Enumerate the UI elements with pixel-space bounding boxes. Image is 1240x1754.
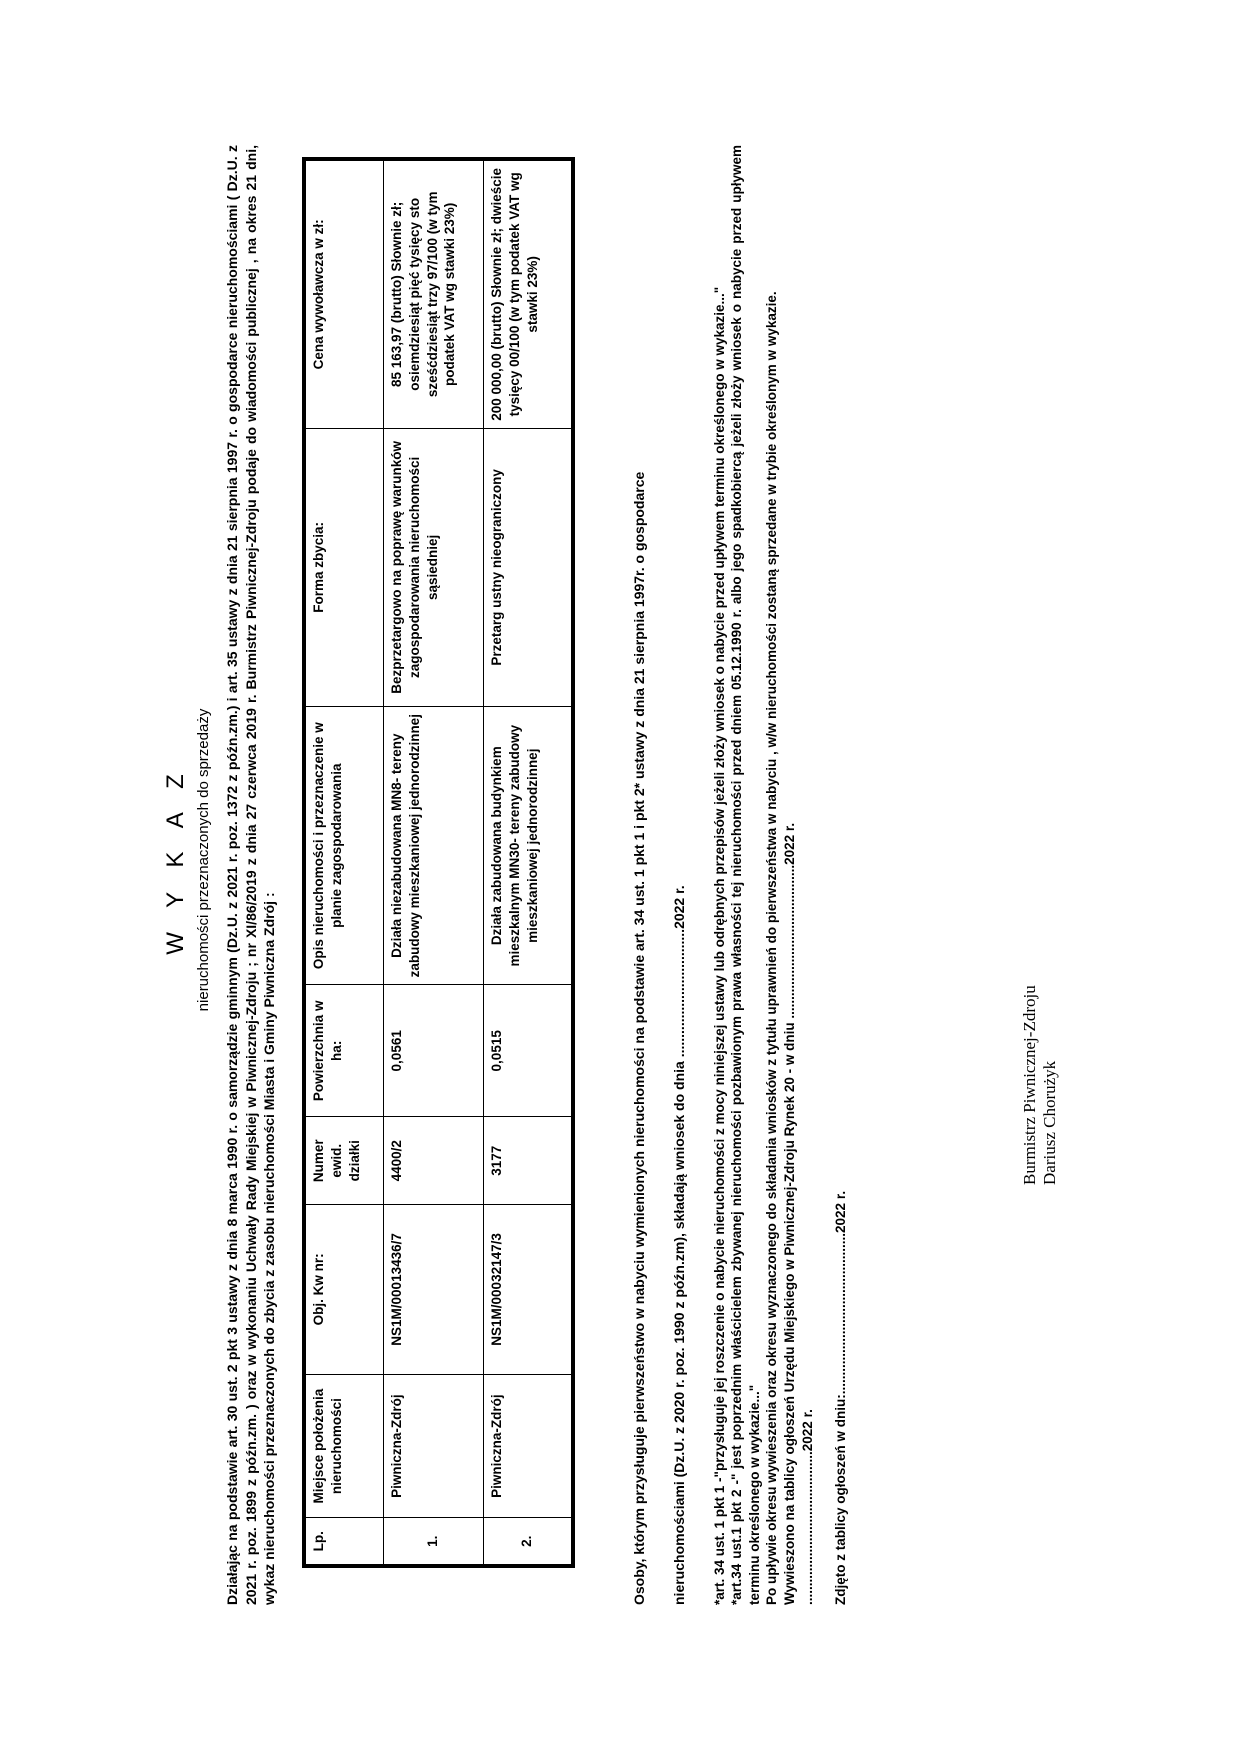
- cell-parcel-number: 4400/2: [383, 1117, 483, 1205]
- note-art34-pkt1: *art. 34 ust. 1 pkt 1 -"przysługuje jej roszczenie o nabycie nieruchomości z mocy niniejszej ustawy lub odrębnych przepisów jeżeli złoży wniosek o nabycie przed upływem terminu określonego w wykazie...": [711, 286, 727, 1605]
- cell-lp: 1.: [383, 1518, 483, 1565]
- header-price: Cena wywoławcza w zł:: [305, 161, 383, 429]
- header-lp: Lp.: [305, 1518, 383, 1565]
- cell-kw: NS1M/00032147/3: [483, 1205, 571, 1375]
- note-posted-date-continued: .........................................2022 r.: [799, 1409, 815, 1605]
- cell-area: 0,0561: [383, 985, 483, 1117]
- header-description: Opis nieruchomości i przeznaczenie w planie zagospodarowania: [305, 707, 383, 985]
- cell-parcel-number: 3177: [483, 1117, 571, 1205]
- header-parcel-number: Numer ewid. działki: [305, 1117, 383, 1205]
- cell-area: 0,0515: [483, 985, 571, 1117]
- table-header-row: [305, 161, 383, 1565]
- priority-persons-section: [630, 145, 689, 1605]
- cell-sale-form: Bezprzetargowo na poprawę warunków zagospodarowania nieruchomości sąsiedniej: [383, 428, 483, 706]
- cell-price: 200 000,00 (brutto) Słownie zł; dwieście tysięcy 00/100 (w tym podatek VAT wg stawki 23%): [483, 161, 571, 429]
- cell-lp: 2.: [483, 1518, 571, 1565]
- legal-notes: [711, 145, 816, 1605]
- signature-block: [1020, 985, 1061, 1185]
- document-title: W Y K A Z: [162, 765, 189, 955]
- cell-description: Działa niezabudowana MN8- tereny zabudowy mieszkaniowej jednorodzinnej: [383, 707, 483, 985]
- table-row: [383, 161, 483, 1565]
- header-location: Miejsce położenia nieruchomości: [305, 1374, 383, 1518]
- header-kw: Obj. Kw nr:: [305, 1205, 383, 1375]
- signature-name: Dariusz Chorużyk: [1040, 1060, 1060, 1185]
- header-sale-form: Forma zbycia:: [305, 428, 383, 706]
- intro-paragraph: Działając na podstawie art. 30 ust. 2 pkt 3 ustawy z dnia 8 marca 1990 r. o samorządzie gminnym (Dz.U. z 2021 r. poz. 1372 z późn.zm.) i art. 35 ustawy z dnia 21 sierpnia 1997 r. o gospodarce nieruchomościami ( Dz.U. z 2021 r. poz. 1899 z późn.zm. ) oraz w wykonaniu Uchwały Rady Miejskiej w Piwnicznej-Zdroju ; nr XI/86/2019 z dnia 27 czerwca 2019 r. Burmistrz Piwnicznej-Zdroju podaje do wiadomości publicznej , na okres 21 dni, wykaz nieruchomości przeznaczonych do zbycia z zasobu nieruchomości Miasta i Gminy Piwniczna Zdrój :: [224, 145, 278, 1605]
- cell-kw: NS1M/00013436/7: [383, 1205, 483, 1375]
- priority-persons-deadline: nieruchomościami (Dz.U. z 2020 r. poz. 1990 z późn.zm), składają wniosek do dnia .................................2022 r.: [671, 885, 688, 1605]
- document-subtitle: nieruchomości przeznaczonych do sprzedaży: [194, 708, 212, 1012]
- signature-role: Burmistrz Piwnicznej-Zdroju: [1020, 985, 1039, 1185]
- cell-description: Działa zabudowana budynkiem mieszkalnym MN30- tereny zabudowy mieszkaniowej jednorodzinnej: [483, 707, 571, 985]
- document-sheet: [160, 145, 1120, 1605]
- table-row: [483, 161, 571, 1565]
- note-art34-pkt2: *art.34 ust.1 pkt 2 -" jest poprzednim właścicielem zbywanej nieruchomości pozbawionym prawa własności tej nieruchomości przed dniem 05.12.1990 r. albo jego spadkobiercą jeżeli złoży wniosek o nabycie przed upływem terminu określonego w wykazie...": [729, 145, 762, 1605]
- header-area: Powierzchnia w ha:: [305, 985, 383, 1117]
- removed-date-line: Zdjęto z tablicy ogłoszeń w dniu:...........................................2022 r.: [833, 1190, 849, 1605]
- note-posted-date: Wywieszono na tablicy ogłoszeń Urzędu Miejskiego w Piwnicznej-Zdroju Rynek 20 - w dniu .........................................2022 r.: [782, 822, 797, 1605]
- priority-persons-line: Osoby, którym przysługuje pierwszeństwo w nabyciu wymienionych nieruchomości na podstawie art. 34 ust. 1 pkt 1 i pkt 2* ustawy z dnia 21 sierpnia 1997r. o gospodarce: [630, 471, 647, 1605]
- cell-sale-form: Przetarg ustny nieograniczony: [483, 428, 571, 706]
- cell-location: Piwniczna-Zdrój: [383, 1374, 483, 1518]
- cell-location: Piwniczna-Zdrój: [483, 1374, 571, 1518]
- cell-price: 85 163,97 (brutto) Słownie zł; osiemdziesiąt pięć tysięcy sto sześćdziesiąt trzy 97/100 (w tym podatek VAT wg stawki 23%): [383, 161, 483, 429]
- note-after-posting: Po upływie okresu wywieszenia oraz okresu wyznaczonego do składania wniosków z tytułu uprawnień do pierwszeństwa w nabyciu , w/w nieruchomości zostaną sprzedane w trybie określonym w wykazie.: [764, 291, 780, 1605]
- property-table: [305, 160, 572, 1565]
